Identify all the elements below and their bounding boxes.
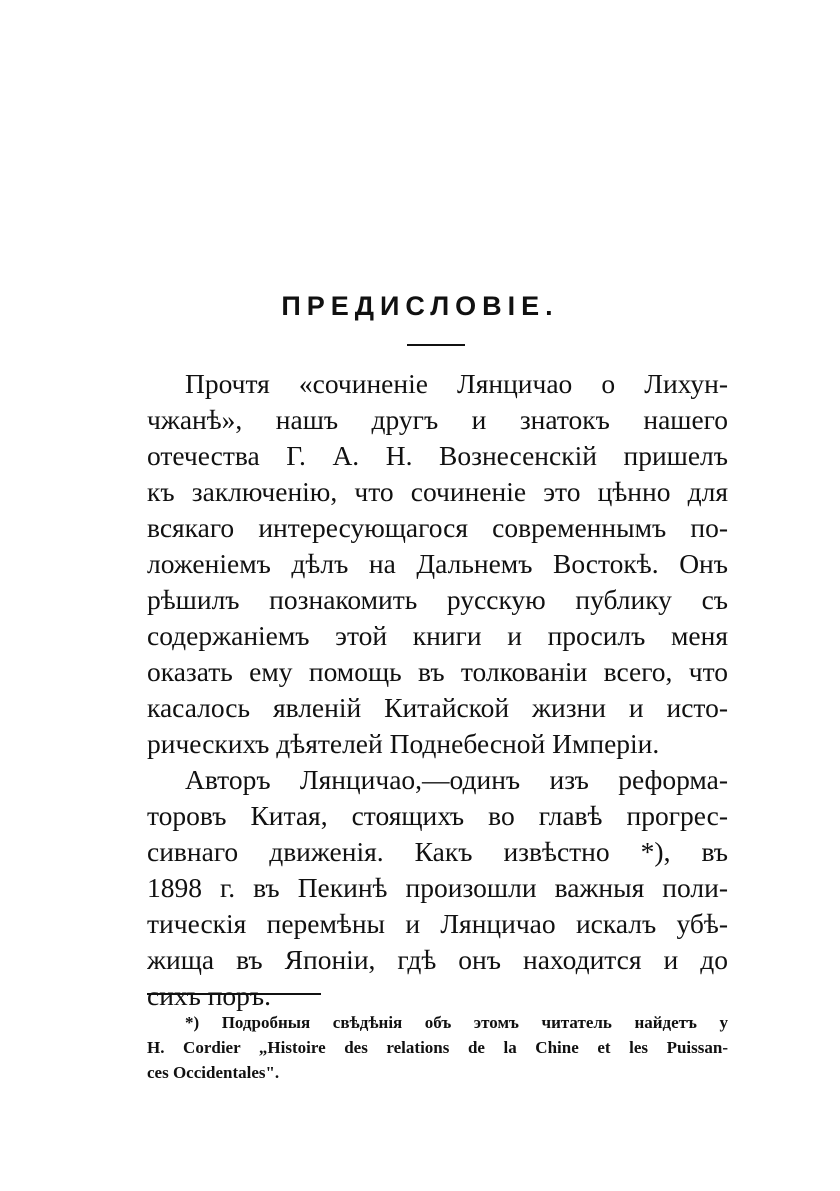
- text-line: Прочтя «сочиненіе Лянцичао о Лихун-: [185, 368, 728, 399]
- text-line: жища въ Японіи, гдѣ онъ находится и до: [147, 944, 728, 975]
- text-line: Авторъ Лянцичао,—одинъ изъ реформа-: [185, 764, 728, 795]
- text-line: касалось явленій Китайской жизни и исто-: [147, 692, 728, 723]
- page-title: ПРЕДИСЛОВІЕ.: [281, 291, 559, 321]
- text-line: рическихъ дѣятелей Поднебесной Имперіи.: [147, 728, 660, 759]
- text-line: сивнаго движенія. Какъ извѣстно *), въ: [147, 836, 728, 867]
- preface-body: [147, 366, 728, 1014]
- text-line: тическія перемѣны и Лянцичао искалъ убѣ-: [147, 908, 728, 939]
- text-line: сихъ поръ.: [147, 980, 272, 1011]
- text-line: торовъ Китая, стоящихъ во главѣ прогрес-: [147, 800, 728, 831]
- text-line: 1898 г. въ Пекинѣ произошли важныя поли-: [147, 872, 728, 903]
- footnote-line: *) Подробныя свѣдѣнія объ этомъ читатель найдетъ у: [185, 1013, 728, 1032]
- paragraph-1: [147, 366, 728, 762]
- text-line: къ заключенію, что сочиненіе это цѣнно для: [147, 476, 728, 507]
- text-line: всякаго интересующагося современнымъ по-: [147, 512, 728, 543]
- text-line: рѣшилъ познакомить русскую публику съ: [147, 584, 728, 615]
- footnote-line: H. Cordier „Histoire des relations de la Chine et les Puissan-: [147, 1038, 728, 1057]
- footnote-divider: [147, 993, 321, 995]
- title-divider: [407, 344, 465, 346]
- text-line: отечества Г. А. Н. Вознесенскій пришелъ: [147, 440, 728, 471]
- footnote: [147, 1010, 728, 1085]
- text-line: чжанѣ», нашъ другъ и знатокъ нашего: [147, 404, 728, 435]
- text-line: оказать ему помощь въ толкованіи всего, что: [147, 656, 728, 687]
- footnote-line: ces Occidentales".: [147, 1063, 280, 1082]
- paragraph-2: [147, 762, 728, 1014]
- text-line: содержаніемъ этой книги и просилъ меня: [147, 620, 728, 651]
- text-line: ложеніемъ дѣлъ на Дальнемъ Востокѣ. Онъ: [147, 548, 728, 579]
